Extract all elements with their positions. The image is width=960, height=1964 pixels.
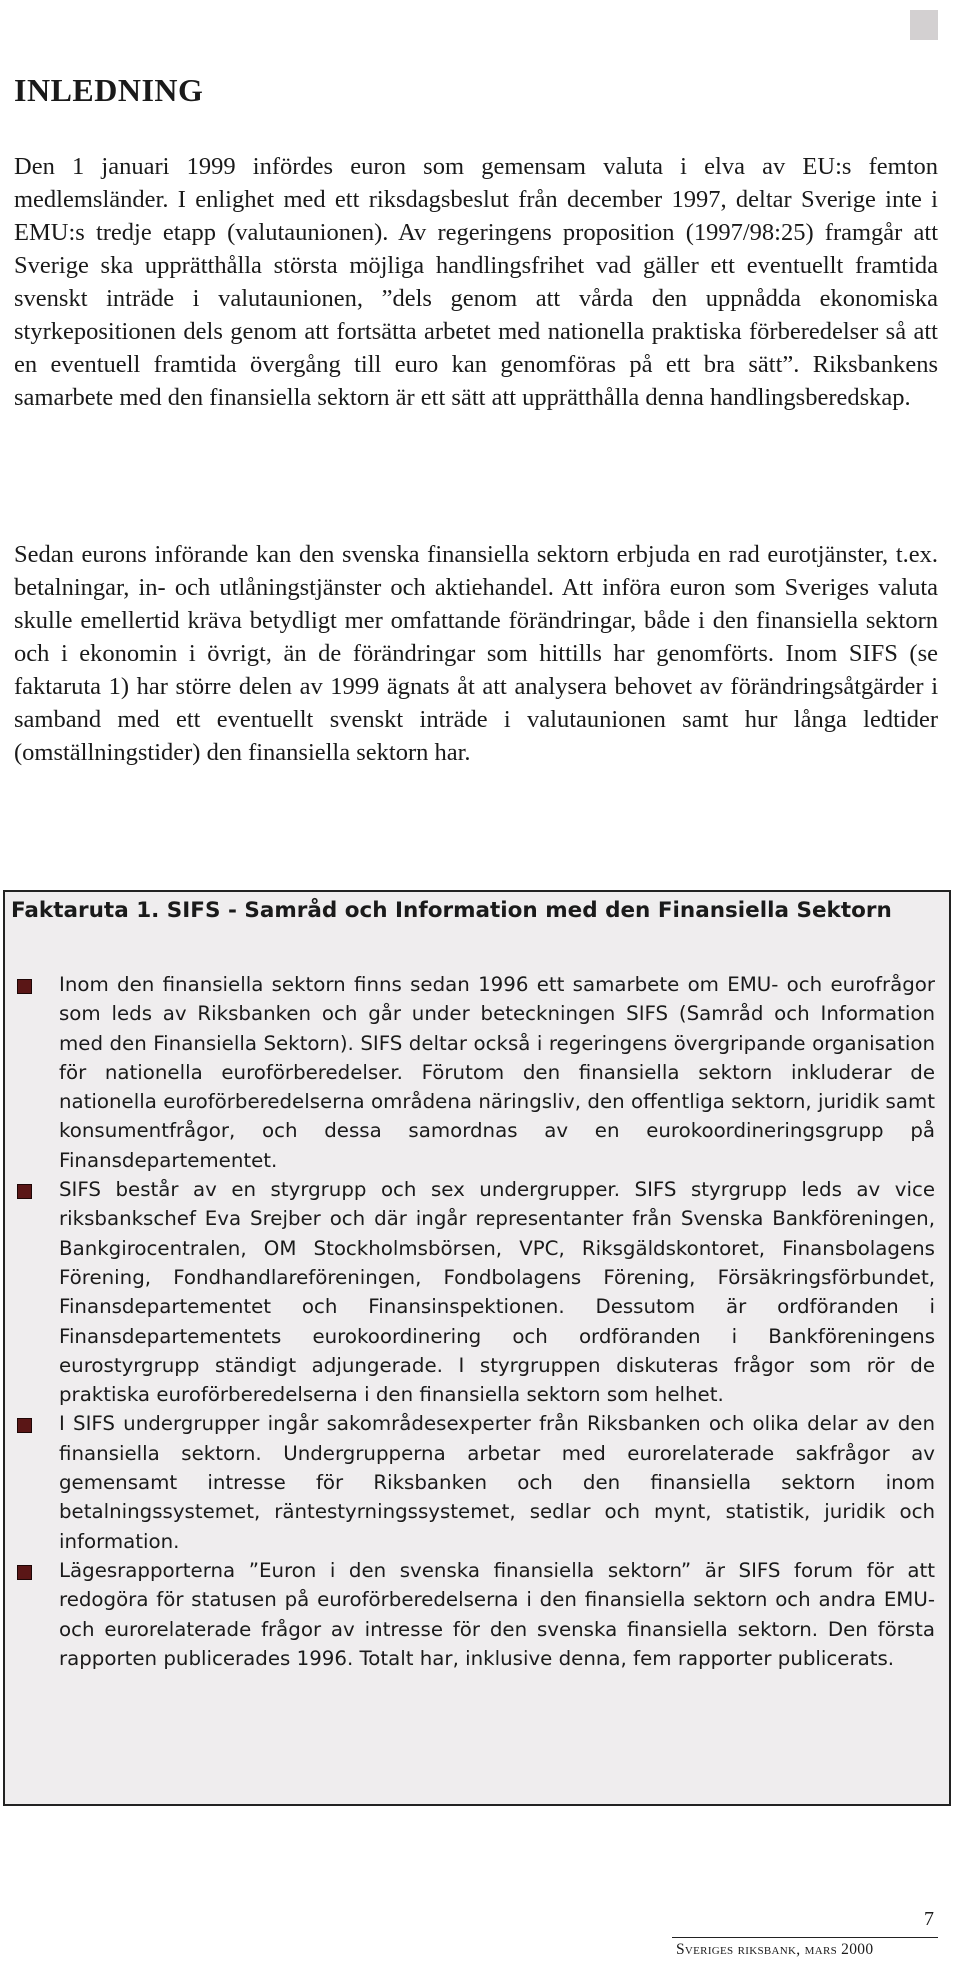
factbox-list — [5, 970, 949, 1673]
list-item-text: Lägesrapporterna ”Euron i den svenska finansiella sektorn” är SIFS forum för att redogöra för statusen på euroförberedelserna i den finansiella sektorn och andra EMU- och eurorelaterade frågor av intresse för den svenska finansiella sektorn. Den första rapporten publicerades 1996. Totalt har, inklusive denna, fem rapporter publicerats. — [59, 1558, 935, 1670]
intro-paragraph-1: Den 1 januari 1999 infördes euron som gemensam valuta i elva av EU:s femton medlemsländer. I enlighet med ett riksdagsbeslut från december 1997, deltar Sverige inte i EMU:s tredje etapp (valutaunionen). Av regeringens proposition (1997/98:25) framgår att Sverige ska upprätthålla största möjliga handlingsfrihet vad gäller ett eventuellt framtida svenskt inträde i valutaunionen, ”dels genom att vårda den uppnådda ekonomiska styrkepositionen dels genom att fortsätta arbetet med nationella praktiska förberedelser så att en eventuell framtida övergång till euro kan genomföras på ett bra sätt”. Riksbankens samarbete med den finansiella sektorn är ett sätt att upprätthålla denna handlingsberedskap. — [14, 153, 938, 411]
corner-tab-mark — [910, 10, 938, 40]
square-bullet-icon — [17, 1565, 32, 1580]
list-item-text: SIFS består av en styrgrupp och sex undergrupper. SIFS styrgrupp leds av vice riksbankschef Eva Srejber och där ingår representanter från Svenska Bankföreningen, Bankgirocentralen, OM Stockholmsbörsen, VPC, Riksgäldskontoret, Finansbolagens Förening, Fondhandlareföreningen, Fondbolagens Förening, Försäkringsförbundet, Finansdepartementet och Finansinspektionen. Dessutom är ordföranden i Finansdepartementets eurokoordinering och ordföranden i Bankföreningens eurostyrgrupp ständigt adjungerade. I styrgruppen diskuteras frågor som rör de praktiska euroförberedelserna i den finansiella sektorn som helhet. — [59, 1178, 935, 1407]
publication-footer: Sveriges riksbank, mars 2000 — [676, 1941, 874, 1958]
list-item — [5, 970, 949, 1175]
page-number: 7 — [924, 1908, 934, 1930]
intro-paragraph-2: Sedan eurons införande kan den svenska finansiella sektorn erbjuda en rad eurotjänster, t.ex. betalningar, in- och utlåningstjänster och aktiehandel. Att införa euron som Sveriges valuta skulle emellertid kräva betydligt mer omfattande förändringar, både i den finansiella sektorn och i ekonomin i övrigt, än de förändringar som hittills har genomförts. Inom SIFS (se faktaruta 1) har större delen av 1999 ägnats åt att analysera behovet av förändringsåtgärder i samband med ett eventuellt svenskt inträde i valutaunionen samt hur långa ledtider (omställningstider) den finansiella sektorn har. — [14, 541, 938, 766]
square-bullet-icon — [17, 1184, 32, 1199]
square-bullet-icon — [17, 1418, 32, 1433]
square-bullet-icon — [17, 979, 32, 994]
list-item — [5, 1556, 949, 1673]
section-heading: INLEDNING — [14, 72, 204, 108]
list-item-text: Inom den finansiella sektorn finns sedan 1996 ett samarbete om EMU- och eurofrågor som leds av Riksbanken och går under beteckningen SIFS (Samråd och Information med den Finansiella Sektorn). SIFS deltar också i regeringens övergripande organisation för nationella euroförberedelser. Förutom den finansiella sektorn inkluderar de nationella euroförberedelserna områdena näringsliv, den offentliga sektorn, juridik samt konsumentfrågor, och dessa samordnas av en eurokoordineringsgrupp på Finansdepartementet. — [59, 973, 935, 1172]
factbox-title: Faktaruta 1. SIFS - Samråd och Information med den Finansiella Sektorn — [11, 898, 892, 923]
factbox — [3, 890, 951, 1806]
list-item — [5, 1175, 949, 1409]
list-item-text: I SIFS undergrupper ingår sakområdesexperter från Riksbanken och olika delar av den finansiella sektorn. Undergrupperna arbetar med eurorelaterade sakfrågor av gemensamt intresse för Riksbanken och den finansiella sektorn inom betalningssystemet, räntestyrningssystemet, sedlar och mynt, statistik, juridik och information. — [59, 1412, 935, 1553]
footer-divider — [672, 1937, 938, 1938]
list-item — [5, 1409, 949, 1555]
